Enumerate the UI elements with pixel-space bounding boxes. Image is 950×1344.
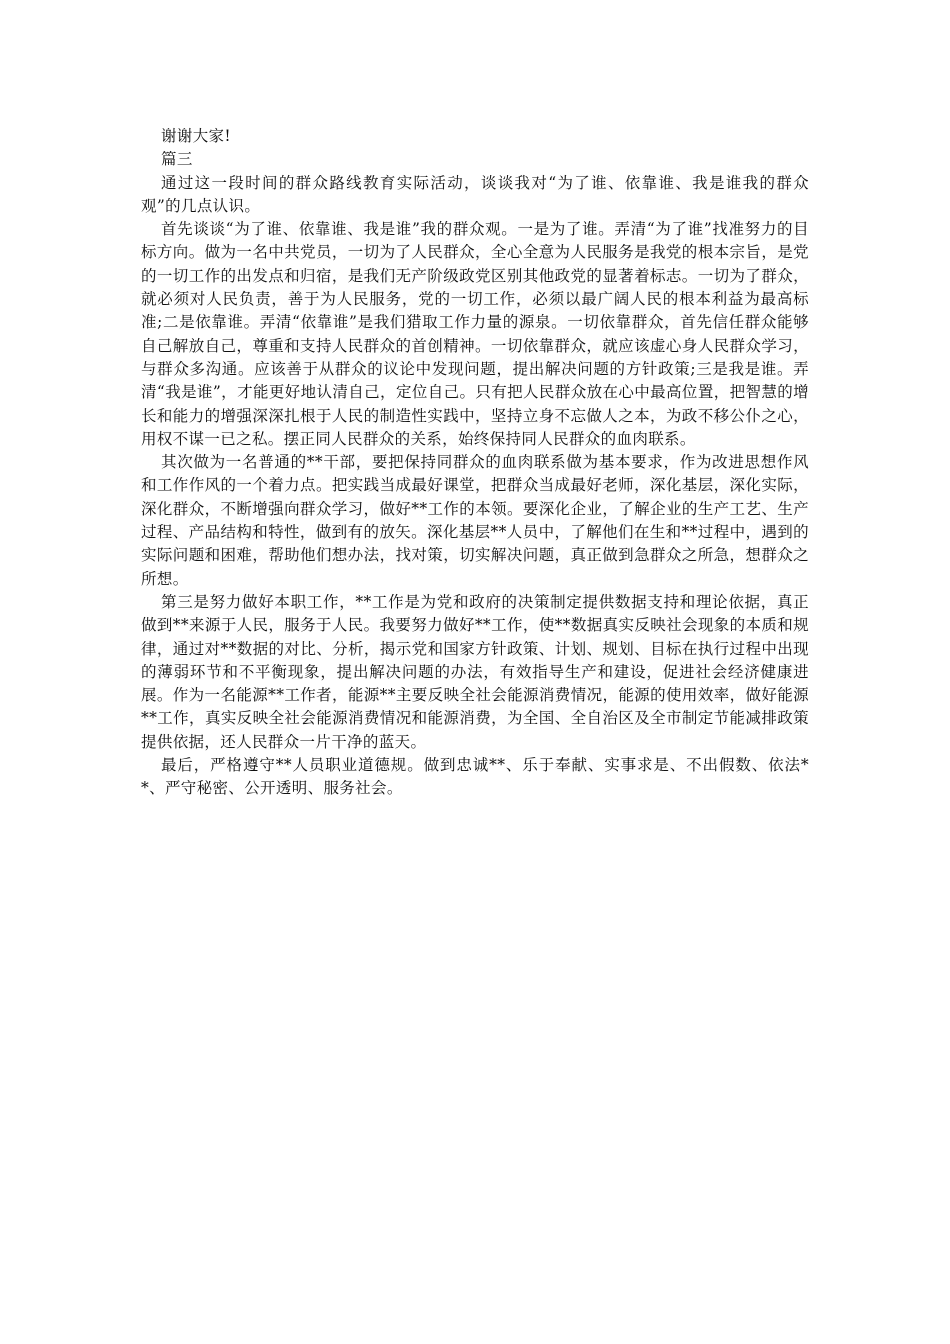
paragraph-second-point: 其次做为一名普通的**干部，要把保持同群众的血肉联系做为基本要求，作为改进思想作风和工作作风的一个着力点。把实践当成最好课堂，把群众当成最好老师，深化基层，深化实际，深化群众，不断增强向群众学习，做好**工作的本领。要深化企业，了解企业的生产工艺、生产过程、产品结构和特性，做到有的放矢。深化基层**人员中，了解他们在生和**过程中，遇到的实际问题和困难，帮助他们想办法，找对策，切实解决问题，真正做到急群众之所急，想群众之所想。 (141, 453, 809, 588)
paragraph-intro: 通过这一段时间的群众路线教育实际活动，谈谈我对“为了谁、依靠谁、我是谁我的群众观”的几点认识。 (141, 173, 809, 215)
paragraph-third-point: 第三是努力做好本职工作，**工作是为党和政府的决策制定提供数据支持和理论依据，真正做到**来源于人民，服务于人民。我要努力做好**工作，使**数据真实反映社会现象的本质和规律，通过对**数据的对比、分析，揭示党和国家方针政策、计划、规划、目标在执行过程中出现的薄弱环节和不平衡现象，提出解决问题的办法，有效指导生产和建设，促进社会经济健康进展。作为一名能源**工作者，能源**主要反映全社会能源消费情况，能源的使用效率，做好能源**工作，真实反映全社会能源消费情况和能源消费，为全国、全自治区及全市制定节能减排政策提供依据，还人民群众一片干净的蓝天。 (141, 592, 809, 751)
document-body (141, 125, 809, 801)
section-heading: 篇三 (161, 150, 193, 169)
paragraph-first-point: 首先谈谈“为了谁、依靠谁、我是谁”我的群众观。一是为了谁。弄清“为了谁”找准努力的目标方向。做为一名中共党员，一切为了人民群众，全心全意为人民服务是我党的根本宗旨，是党的一切工作的出发点和归宿，是我们无产阶级政党区别其他政党的显著着标志。一切为了群众，就必须对人民负责，善于为人民服务，党的一切工作，必须以最广阔人民的根本利益为最高标准;二是依靠谁。弄清“依靠谁”是我们猎取工作力量的源泉。一切依靠群众，首先信任群众能够自己解放自己，尊重和支持人民群众的首创精神。一切依靠群众，就应该虚心身人民群众学习，与群众多沟通。应该善于从群众的议论中发现问题，提出解决问题的方针政策;三是我是谁。弄清“我是谁”，才能更好地认清自己，定位自己。只有把人民群众放在心中最高位置，把智慧的增长和能力的增强深深扎根于人民的制造性实践中，坚持立身不忘做人之本，为政不移公仆之心，用权不谋一已之私。摆正同人民群众的关系，始终保持同人民群众的血肉联系。 (141, 220, 809, 448)
paragraph-final-point: 最后，严格遵守**人员职业道德规。做到忠诚**、乐于奉献、实事求是、不出假数、依法**、严守秘密、公开透明、服务社会。 (141, 756, 809, 798)
closing-thanks: 谢谢大家! (161, 127, 231, 145)
